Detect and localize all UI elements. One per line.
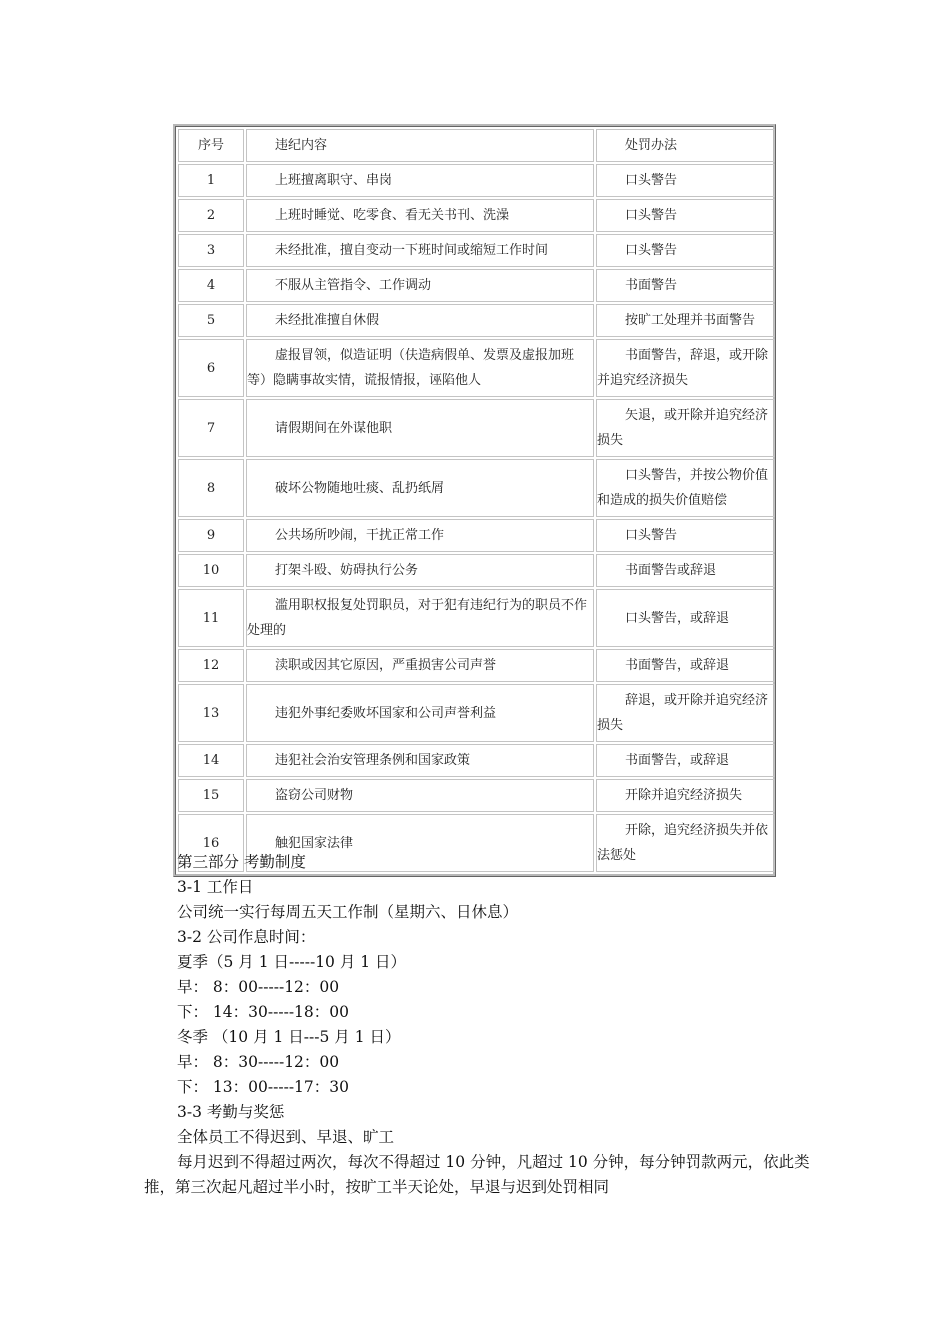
table-row xyxy=(178,399,775,457)
doc-line: 夏季（5 月 1 日-----10 月 1 日） xyxy=(177,953,407,971)
table-row xyxy=(178,339,775,397)
table-body xyxy=(178,164,775,872)
table-row xyxy=(178,649,775,682)
violation-table-frame xyxy=(173,124,776,877)
row-no: 13 xyxy=(178,684,244,742)
table-row xyxy=(178,459,775,517)
table-row xyxy=(178,164,775,197)
doc-line: 下： 13：00-----17：30 xyxy=(177,1078,350,1096)
doc-line: 全体员工不得迟到、早退、旷工 xyxy=(177,1128,395,1146)
table-row xyxy=(178,779,775,812)
doc-line: 下： 14：30-----18：00 xyxy=(177,1003,350,1021)
row-content: 盗窃公司财物 xyxy=(246,779,594,812)
row-content: 请假期间在外谋他职 xyxy=(246,399,594,457)
row-content: 未经批准，擅自变动一下班时间或缩短工作时间 xyxy=(246,234,594,267)
table-row xyxy=(178,269,775,302)
row-no: 5 xyxy=(178,304,244,337)
row-content: 上班擅离职守、串岗 xyxy=(246,164,594,197)
row-penalty: 书面警告或辞退 xyxy=(596,554,775,587)
row-no: 10 xyxy=(178,554,244,587)
table-row xyxy=(178,744,775,777)
row-penalty: 开除，追究经济损失并依法惩处 xyxy=(596,814,775,872)
row-penalty: 按旷工处理并书面警告 xyxy=(596,304,775,337)
table-row xyxy=(178,234,775,267)
row-penalty: 书面警告，辞退，或开除并追究经济损失 xyxy=(596,339,775,397)
row-content: 未经批准擅自休假 xyxy=(246,304,594,337)
table-row xyxy=(178,304,775,337)
row-penalty: 辞退，或开除并追究经济损失 xyxy=(596,684,775,742)
row-content: 违犯外事纪委败坏国家和公司声誉利益 xyxy=(246,684,594,742)
table-row xyxy=(178,199,775,232)
row-no: 9 xyxy=(178,519,244,552)
violation-table xyxy=(176,127,777,874)
row-no: 2 xyxy=(178,199,244,232)
row-penalty: 口头警告，并按公物价值和造成的损失价值赔偿 xyxy=(596,459,775,517)
row-penalty: 书面警告，或辞退 xyxy=(596,744,775,777)
table-row xyxy=(178,554,775,587)
row-no: 4 xyxy=(178,269,244,302)
row-penalty: 书面警告，或辞退 xyxy=(596,649,775,682)
row-content: 公共场所吵闹，干扰正常工作 xyxy=(246,519,594,552)
row-penalty: 口头警告，或辞退 xyxy=(596,589,775,647)
doc-line: 3-3 考勤与奖惩 xyxy=(177,1103,285,1121)
row-content: 破坏公物随地吐痰、乱扔纸屑 xyxy=(246,459,594,517)
row-content: 渎职或因其它原因，严重损害公司声誉 xyxy=(246,649,594,682)
row-penalty: 口头警告 xyxy=(596,199,775,232)
row-content: 违犯社会治安管理条例和国家政策 xyxy=(246,744,594,777)
row-penalty: 开除并追究经济损失 xyxy=(596,779,775,812)
row-no: 7 xyxy=(178,399,244,457)
row-content: 不服从主管指令、工作调动 xyxy=(246,269,594,302)
row-penalty: 口头警告 xyxy=(596,519,775,552)
row-penalty: 书面警告 xyxy=(596,269,775,302)
row-no: 8 xyxy=(178,459,244,517)
attendance-section xyxy=(144,850,824,1200)
row-no: 15 xyxy=(178,779,244,812)
row-penalty: 口头警告 xyxy=(596,164,775,197)
row-no: 11 xyxy=(178,589,244,647)
row-penalty: 口头警告 xyxy=(596,234,775,267)
row-no: 16 xyxy=(178,814,244,872)
table-row xyxy=(178,519,775,552)
row-no: 6 xyxy=(178,339,244,397)
row-content: 虚报冒领，似造证明（伕造病假单、发票及虚报加班等）隐瞒事故实情，谎报情报，诬陷他人 xyxy=(246,339,594,397)
row-content: 打架斗殴、妨碍执行公务 xyxy=(246,554,594,587)
doc-line: 冬季 （10 月 1 日---5 月 1 日） xyxy=(177,1028,401,1046)
row-no: 14 xyxy=(178,744,244,777)
header-penalty: 处罚办法 xyxy=(596,129,775,162)
row-no: 12 xyxy=(178,649,244,682)
doc-line: 3-1 工作日 xyxy=(177,878,254,896)
table-row xyxy=(178,684,775,742)
row-no: 1 xyxy=(178,164,244,197)
row-content: 上班时睡觉、吃零食、看无关书刊、洗澡 xyxy=(246,199,594,232)
header-no: 序号 xyxy=(178,129,244,162)
doc-paragraph: 每月迟到不得超过两次，每次不得超过 10 分钟，凡超过 10 分钟，每分钟罚款两元，依此类推，第三次起凡超过半小时，按旷工半天论处，早退与迟到处罚相同 xyxy=(144,1153,810,1196)
section-title: 第三部分 考勤制度 xyxy=(177,853,306,871)
doc-line: 早： 8：30-----12：00 xyxy=(177,1053,340,1071)
table-header-row xyxy=(178,129,775,162)
doc-line: 3-2 公司作息时间： xyxy=(177,928,316,946)
row-content: 滥用职权报复处罚职员，对于犯有违纪行为的职员不作处理的 xyxy=(246,589,594,647)
row-penalty: 矢退，或开除并追究经济损失 xyxy=(596,399,775,457)
doc-line: 公司统一实行每周五天工作制（星期六、日休息） xyxy=(177,903,519,921)
header-content: 违纪内容 xyxy=(246,129,594,162)
doc-line: 早： 8：00-----12：00 xyxy=(177,978,340,996)
row-content: 触犯国家法律 xyxy=(246,814,594,872)
row-no: 3 xyxy=(178,234,244,267)
table-row xyxy=(178,589,775,647)
